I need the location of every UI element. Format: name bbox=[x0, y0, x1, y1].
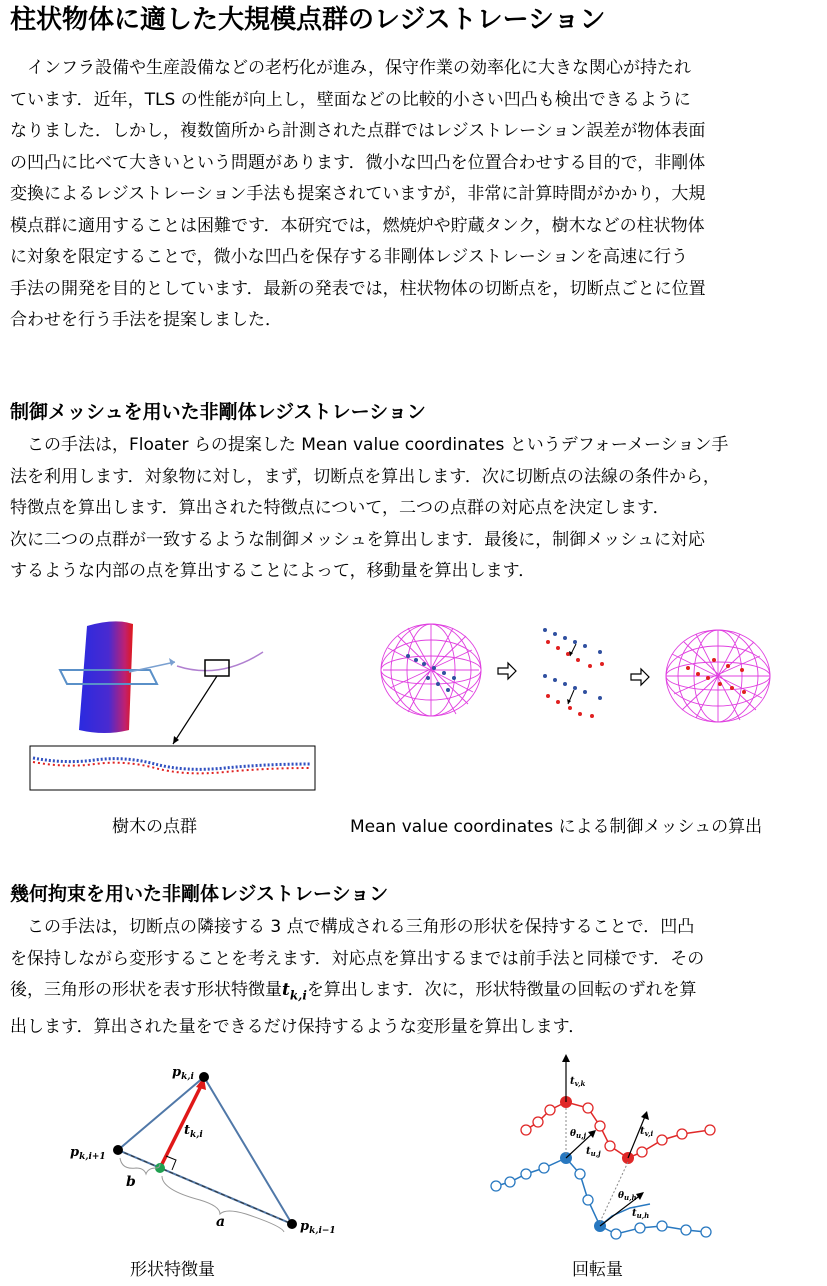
intro-line: インフラ設備や生産設備などの老朽化が進み，保守作業の効率化に大きな関心が持たれ bbox=[10, 58, 692, 78]
svg-text:tk,i bbox=[184, 1123, 203, 1140]
label-tuj-sub: u,j bbox=[590, 1149, 601, 1158]
label-p-left: p bbox=[70, 1145, 80, 1160]
label-b: b bbox=[126, 1174, 136, 1190]
section2-line3-post: を算出します．次に，形状特徴量の回転のずれを算 bbox=[306, 980, 697, 1000]
mean-value-coordinates-figure bbox=[378, 618, 778, 728]
caption-mean-value-coordinates: Mean value coordinates による制御メッシュの算出 bbox=[350, 817, 763, 837]
hollow-arrow-right-icon bbox=[498, 663, 516, 679]
intro-line: に対象を限定することで，微小な凹凸を保存する非剛体レジストレーションを高速に行う bbox=[10, 247, 689, 267]
section2-line: を保持しながら変形することを考えます．対応点を算出するまでは前手法と同様です．その bbox=[10, 948, 705, 969]
section2-heading: 幾何拘束を用いた非剛体レジストレーション bbox=[10, 883, 389, 905]
intro-line: 手法の開発を目的としています．最新の発表では，柱状物体の切断点を，切断点ごとに位置 bbox=[10, 278, 706, 299]
label-a: a bbox=[216, 1214, 226, 1230]
section1-line: この手法は，Floater らの提案した Mean value coordinates というデフォーメーション手 bbox=[10, 435, 729, 455]
intro-line: の凹凸に比べて大きいという問題があります．微小な凹凸を位置合わせする目的で，非剛体 bbox=[10, 152, 706, 173]
hollow-arrow-right-icon bbox=[631, 669, 649, 685]
section2-line bbox=[10, 975, 822, 1012]
svg-text:θu,h bbox=[618, 1191, 637, 1202]
svg-text:tv,k bbox=[570, 1076, 586, 1088]
label-theta-j-sub: u,j bbox=[576, 1131, 587, 1140]
label-theta-h-sub: u,h bbox=[624, 1193, 637, 1202]
shape-feature-figure bbox=[70, 1062, 360, 1242]
svg-text:tu,h bbox=[632, 1208, 649, 1220]
intro-line: 模点群に適用することは困難です．本研究では，燃焼炉や貯蔵タンク，樹木などの柱状物体 bbox=[10, 215, 705, 236]
section2-line3-pre: 後，三角形の形状を表す形状特徴量 bbox=[10, 980, 282, 1000]
rotation-figure bbox=[490, 1050, 740, 1250]
svg-text:pk,i−1 bbox=[300, 1219, 336, 1236]
label-p-right-sub: k,i−1 bbox=[309, 1226, 336, 1236]
section1-line: 次に二つの点群が一致するような制御メッシュを算出します．最後に，制御メッシュに対応 bbox=[10, 529, 705, 550]
label-theta-h: θ bbox=[618, 1191, 625, 1201]
section1-line: 法を利用します．対象物に対し，まず，切断点を算出します．次に切断点の法線の条件から， bbox=[10, 466, 720, 487]
intro-paragraph bbox=[10, 53, 822, 337]
label-tuh-sub: u,h bbox=[636, 1211, 650, 1220]
label-tvk: t bbox=[570, 1076, 575, 1087]
intro-line: 変換によるレジストレーション手法も提案されていますが，非常に計算時間がかかり，大規 bbox=[10, 184, 706, 204]
label-p-left-sub: k,i+1 bbox=[79, 1152, 106, 1162]
point-top bbox=[199, 1072, 209, 1082]
section1-line: するような内部の点を算出することによって，移動量を算出します． bbox=[10, 561, 536, 581]
label-theta-j: θ bbox=[570, 1129, 577, 1139]
svg-text:tv,i bbox=[640, 1126, 654, 1138]
caption-tree-point-cloud: 樹木の点群 bbox=[112, 817, 197, 837]
svg-text:pk,i bbox=[172, 1065, 194, 1082]
label-p-top-sub: k,i bbox=[181, 1072, 194, 1082]
intro-line: 合わせを行う手法を提案しました． bbox=[10, 310, 282, 330]
label-tvi: t bbox=[640, 1126, 645, 1137]
shape-feature-subscript: k,i bbox=[289, 988, 307, 1003]
intro-line: ています．近年，TLS の性能が向上し，壁面などの比較的小さい凹凸も検出できるように bbox=[10, 89, 691, 110]
svg-text:pk,i+1 bbox=[70, 1145, 106, 1162]
label-tuh: t bbox=[632, 1208, 637, 1219]
label-t: t bbox=[184, 1123, 191, 1138]
page-title: 柱状物体に適した大規模点群のレジストレーション bbox=[10, 5, 606, 35]
tree-point-cloud-figure bbox=[25, 618, 325, 796]
section1-heading: 制御メッシュを用いた非剛体レジストレーション bbox=[10, 401, 426, 423]
point-left bbox=[113, 1145, 123, 1155]
section1-line: 特徴点を算出します．算出された特徴点について，二つの点群の対応点を決定します． bbox=[10, 498, 670, 518]
label-tvi-sub: v,i bbox=[644, 1129, 654, 1138]
caption-shape-feature: 形状特徴量 bbox=[130, 1260, 215, 1280]
caption-rotation: 回転量 bbox=[572, 1260, 623, 1280]
shape-feature-symbol: t bbox=[282, 980, 290, 1000]
section2-line: 出します．算出された量をできるだけ保持するような変形量を算出します． bbox=[10, 1016, 586, 1037]
label-p-right: p bbox=[300, 1219, 310, 1234]
point-right bbox=[287, 1219, 297, 1229]
svg-text:θu,j bbox=[570, 1129, 587, 1140]
svg-text:tu,j bbox=[586, 1146, 601, 1158]
correspondence-points bbox=[543, 628, 604, 718]
label-tuj: t bbox=[586, 1146, 591, 1157]
control-mesh-before bbox=[381, 624, 481, 716]
label-p-top: p bbox=[172, 1065, 182, 1080]
control-mesh-after bbox=[666, 630, 770, 722]
label-t-sub: k,i bbox=[190, 1130, 203, 1140]
section1-paragraph bbox=[10, 430, 822, 588]
section2-line: この手法は，切断点の隣接する 3 点で構成される三角形の形状を保持することで．凹凸 bbox=[10, 917, 695, 937]
section2-paragraph bbox=[10, 912, 822, 1043]
intro-line: なりました．しかし，複数箇所から計測された点群ではレジストレーション誤差が物体表面 bbox=[10, 121, 706, 141]
label-tvk-sub: v,k bbox=[574, 1079, 586, 1088]
cut-curve bbox=[177, 652, 263, 671]
tree-trunk bbox=[79, 621, 133, 733]
